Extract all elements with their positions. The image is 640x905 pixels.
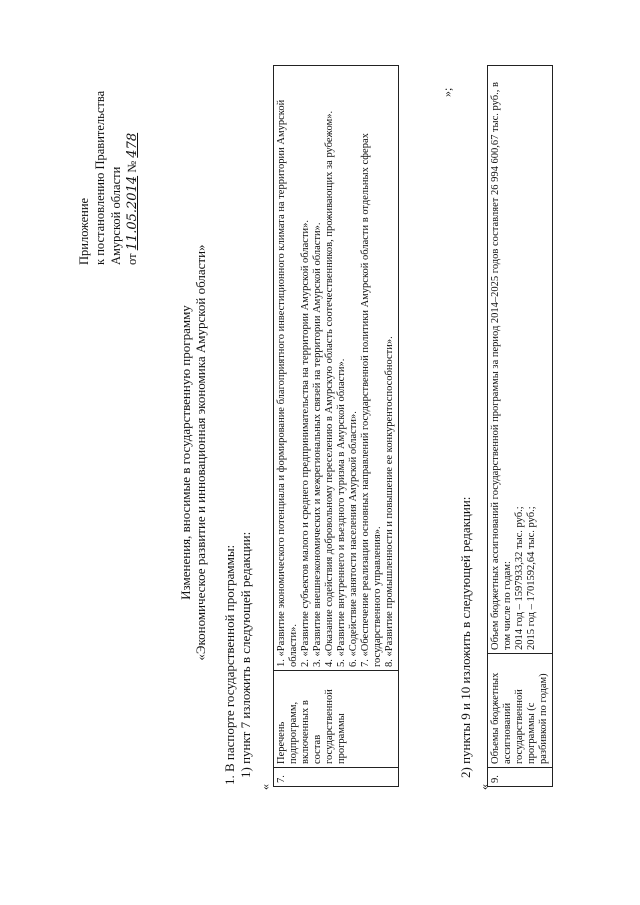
number-handwritten: 478 — [125, 132, 140, 158]
date-prefix: от — [125, 253, 139, 265]
budget-line: Объем бюджетных ассигнований государственной программы за период 2014–2025 годов составляет 26 994 600,67 тыс. руб., в том числе по годам: — [490, 82, 513, 650]
number-prefix: № — [125, 160, 139, 173]
section-1-heading: 1. В паспорте государственной программы: — [222, 544, 237, 785]
appendix-line-2: к постановлению Правительства — [93, 90, 107, 265]
appendix-line-3: Амурской области — [109, 166, 123, 265]
table-item-9 — [487, 65, 553, 787]
list-item: 6. «Содействие занятости населения Амурской области». — [348, 411, 359, 667]
list-item: 7. «Обеспечение реализации основных направлений государственной политики Амурской области в отдельных сферах государственного управления». — [360, 133, 383, 667]
close-quote: »; — [440, 87, 454, 97]
list-item: 5. «Развитие внутреннего и въездного туризма в Амурской области». — [336, 358, 347, 667]
appendix-line-1: Приложение — [77, 197, 91, 265]
table-item-7 — [273, 65, 399, 787]
list-item: 1. «Развитие экономического потенциала и формирование благоприятного инвестиционного климата на территории Амурской области». — [276, 99, 299, 667]
budget-line: 2014 год – 1597933,32 тыс. руб.; — [514, 506, 525, 650]
appendix-block — [76, 55, 141, 265]
date-handwritten: 11.05.2014 — [125, 175, 140, 251]
list-item: 4. «Оказание содействия добровольному переселению в Амурскую область соотечественников, проживающих за рубежом». — [324, 110, 335, 667]
open-quote-1: « — [258, 784, 272, 790]
row-number: 9. — [488, 768, 553, 787]
row-content — [488, 66, 553, 654]
list-item: 2. «Развитие субъектов малого и среднего предпринимательства на территории Амурской области». — [300, 219, 311, 667]
doc-title-line-2: «Экономическое развитие и инновационная экономика Амурской области» — [193, 244, 208, 661]
row-label: Перечень подпрограмм, включенных в состав государственной программы — [274, 671, 399, 768]
doc-title-line-1: Изменения, вносимые в государственную программу — [178, 305, 193, 600]
subsection-1: 1) пункт 7 изложить в следующей редакции: — [238, 531, 253, 778]
list-item: 3. «Развитие внешнеэкономических и межрегиональных связей на территории Амурской области». — [312, 222, 323, 667]
row-number: 7. — [274, 768, 399, 787]
table-row — [274, 66, 399, 787]
appendix-date-line — [124, 55, 141, 265]
row-label: Объемы бюджетных ассигнований государственной программы (с разбивкой по годам) — [488, 654, 553, 768]
row-content — [274, 66, 399, 671]
open-quote-2: « — [477, 784, 491, 790]
list-item: 8. «Развитие промышленности и повышение ее конкурентоспособности». — [384, 336, 395, 667]
subsection-2: 2) пункты 9 и 10 изложить в следующей редакции: — [458, 496, 473, 778]
budget-line: 2015 год – 1701592,64 тыс. руб.; — [526, 506, 537, 650]
table-row — [488, 66, 553, 787]
